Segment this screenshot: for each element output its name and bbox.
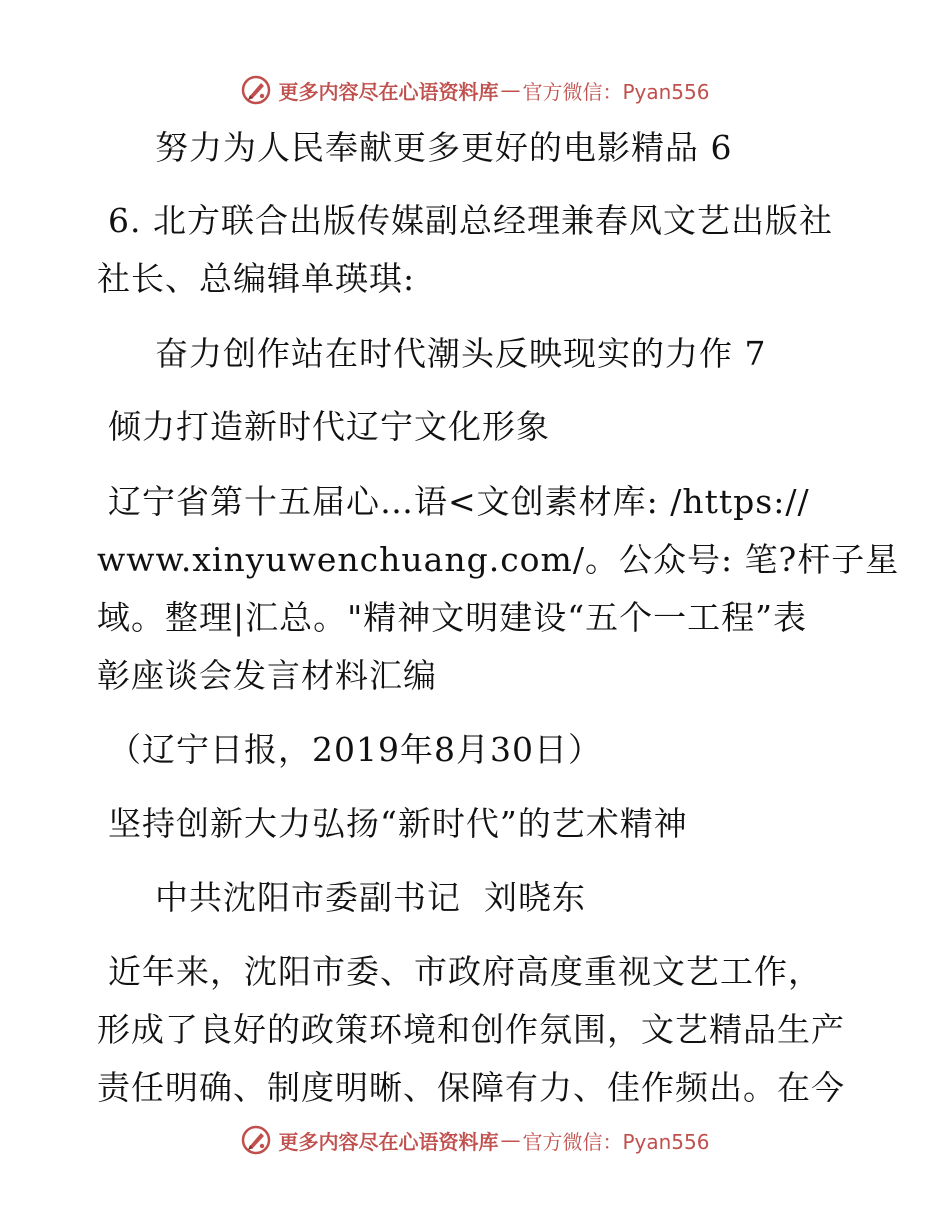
paragraph-line: 域。整理|汇总。"精神文明建设“五个一工程”表: [97, 598, 808, 637]
paragraph-line: 近年来，沈阳市委、市政府高度重视文艺工作，: [108, 952, 822, 991]
article-title: 坚持创新大力弘扬“新时代”的艺术精神: [108, 804, 688, 843]
toc-entry-creation: 奋力创作站在时代潮头反映现实的力作 7: [155, 334, 767, 373]
paragraph-line: 辽宁省第十五届心…语<文创素材库: /https://: [108, 482, 810, 521]
source-citation: （辽宁日报，2019年8月30日）: [108, 730, 602, 769]
banner-separator: —: [500, 1128, 521, 1152]
toc-heading-6-cont: 社长、总编辑单瑛琪:: [97, 259, 416, 298]
banner-contact: 官方微信：Pyan556: [522, 1129, 710, 1154]
header-watermark-banner: [0, 70, 950, 110]
article-author: 中共沈阳市委副书记 刘晓东: [155, 878, 586, 917]
paragraph-line: www.xinyuwenchuang.com/。公众号: 笔?杆子星: [97, 540, 900, 579]
paragraph-line: 责任明确、制度明晰、保障有力、佳作频出。在今: [97, 1068, 845, 1107]
pen-logo-icon: [240, 1124, 272, 1156]
banner-text: 更多内容尽在心语资料库: [278, 79, 499, 104]
pen-logo-icon: [240, 74, 272, 106]
toc-entry-film: 努力为人民奉献更多更好的电影精品 6: [155, 128, 733, 167]
paragraph-line: 彰座谈会发言材料汇编: [97, 656, 437, 695]
paragraph-line: 形成了良好的政策环境和创作氛围，文艺精品生产: [97, 1010, 845, 1049]
footer-watermark-banner: [0, 1120, 950, 1160]
banner-text: 更多内容尽在心语资料库: [278, 1129, 499, 1154]
banner-contact: 官方微信：Pyan556: [522, 79, 710, 104]
toc-entry-liaoning-image: 倾力打造新时代辽宁文化形象: [108, 407, 550, 446]
banner-separator: —: [500, 78, 521, 102]
toc-heading-6: 6. 北方联合出版传媒副总经理兼春风文艺出版社: [108, 201, 833, 240]
